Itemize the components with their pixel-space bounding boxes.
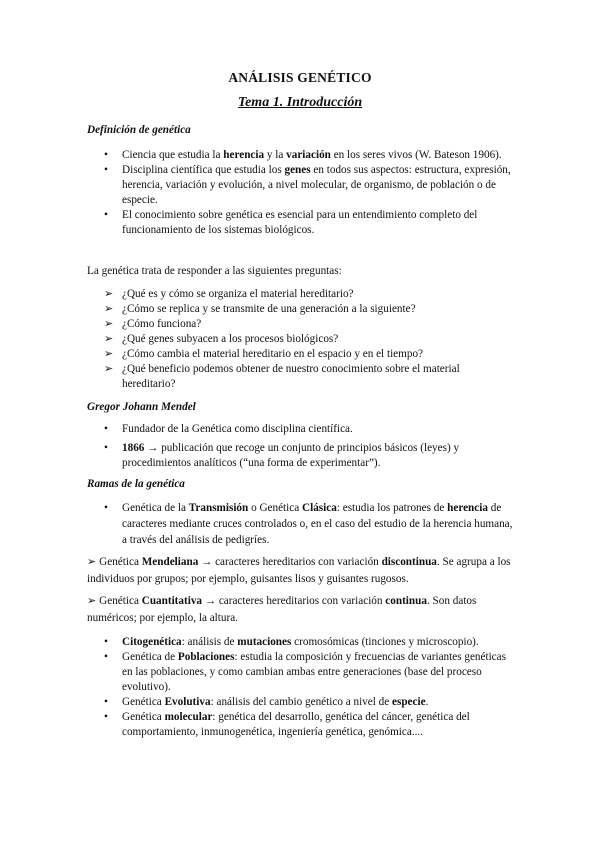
section-heading-ramas: Ramas de la genética: [87, 478, 185, 490]
questions-list: [0, 287, 600, 392]
bullet-icon: •: [104, 442, 108, 454]
section-heading-definicion: Definición de genética: [87, 124, 191, 136]
list-item: ➢ ¿Qué es y cómo se organiza el material hereditario?: [104, 288, 354, 300]
section-heading-mendel: Gregor Johann Mendel: [87, 401, 196, 413]
genetica-cuantitativa-paragraph: ➢ Genética Cuantitativa → caracteres hereditarios con variación continua. Son datos numéricos; por ejemplo, la altura.: [87, 595, 477, 624]
list-item: • Genética de la Transmisión o Genética Clásica: estudia los patrones de herencia de caracteres mediante cruces controlados o, en el caso del estudio de la herencia humana, a través del análisis de pedigríes.: [104, 502, 513, 546]
mendel-list: [0, 422, 600, 471]
bullet-icon: •: [104, 502, 108, 514]
bullet-icon: •: [104, 423, 108, 435]
document-subtitle: Tema 1. Introducción: [237, 95, 363, 110]
list-item: • Fundador de la Genética como disciplina científica.: [104, 423, 353, 435]
list-item: ➢ ¿Qué beneficio podemos obtener de nuestro conocimiento sobre el material hereditario?: [104, 363, 460, 390]
bullet-icon: •: [104, 696, 108, 708]
list-item: ➢ ¿Cómo funciona?: [104, 318, 202, 330]
arrow-bullet-icon: ➢: [104, 303, 114, 315]
list-item: • Disciplina científica que estudia los genes en todos sus aspectos: estructura, expresión, herencia, variación y evolución, a nivel molecular, de organismo, de población o de especie.: [104, 164, 511, 206]
definicion-list: [0, 148, 600, 238]
list-item: • 1866 → publicación que recoge un conjunto de principios básicos (leyes) y procedimientos analíticos (“una forma de experimentar”).: [104, 442, 460, 469]
arrow-bullet-icon: ➢: [104, 348, 114, 360]
list-item: • Genética Evolutiva: análisis del cambio genético a nivel de especie.: [104, 696, 429, 708]
bullet-icon: •: [104, 149, 108, 161]
arrow-bullet-icon: ➢: [104, 333, 114, 345]
document-title: ANÁLISIS GENÉTICO: [228, 70, 372, 85]
list-item: • Genética molecular: genética del desarrollo, genética del cáncer, genética del comportamiento, inmunogenética, ingeniería genética, genómica....: [104, 711, 470, 738]
arrow-bullet-icon: ➢: [104, 318, 114, 330]
arrow-bullet-icon: ➢: [104, 288, 114, 300]
bullet-icon: •: [104, 651, 108, 663]
bullet-icon: •: [104, 209, 108, 221]
list-item: ➢ ¿Cómo se replica y se transmite de una generación a la siguiente?: [104, 303, 416, 315]
ramas-list: [0, 635, 600, 740]
list-item: • Citogenética: análisis de mutaciones cromosómicas (tinciones y microscopio).: [104, 636, 479, 648]
genetica-mendeliana-paragraph: ➢ Genética Mendeliana → caracteres hereditarios con variación discontinua. Se agrupa a los individuos por grupos; por ejemplo, guisantes lisos y guisantes rugosos.: [87, 556, 511, 585]
ramas-clasica-list: [0, 500, 600, 548]
bullet-icon: •: [104, 711, 108, 723]
list-item: • Genética de Poblaciones: estudia la composición y frecuencias de variantes genéticas en las poblaciones, y como cambian ambas entre generaciones (base del proceso evolutivo).: [104, 651, 506, 693]
bullet-icon: •: [104, 636, 108, 648]
arrow-bullet-icon: ➢: [104, 363, 114, 375]
list-item: • El conocimiento sobre genética es esencial para un entendimiento completo del funcionamiento de los sistemas biológicos.: [104, 209, 478, 236]
questions-intro: La genética trata de responder a las siguientes preguntas:: [87, 265, 342, 277]
list-item: • Ciencia que estudia la herencia y la variación en los seres vivos (W. Bateson 1906).: [104, 149, 502, 161]
list-item: ➢ ¿Cómo cambia el material hereditario en el espacio y en el tiempo?: [104, 348, 424, 360]
bullet-icon: •: [104, 164, 108, 176]
list-item: ➢ ¿Qué genes subyacen a los procesos biológicos?: [104, 333, 339, 345]
